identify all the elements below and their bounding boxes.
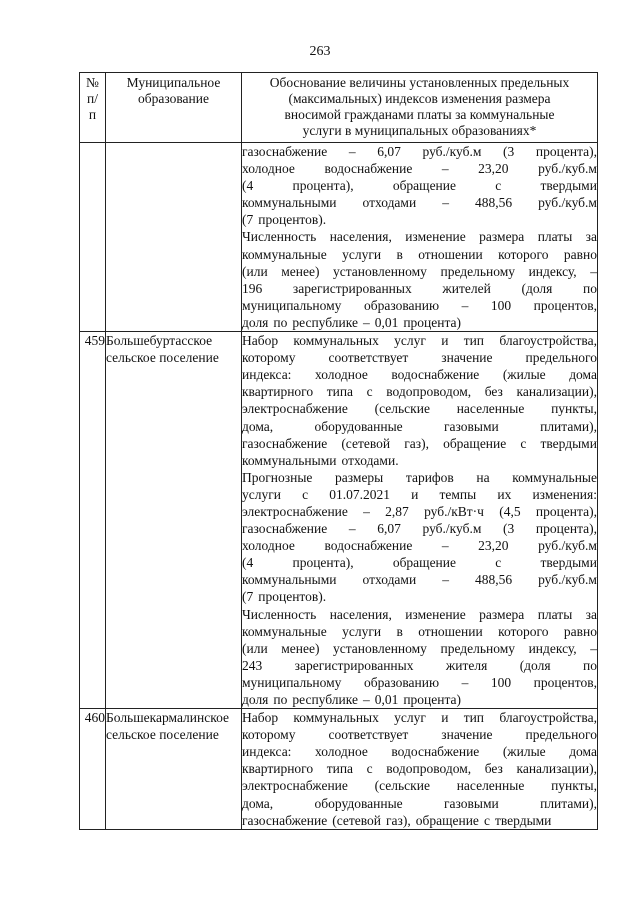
- text-line: доля по республике – 0,01 процента): [242, 314, 462, 330]
- header-justification-line: услуги в муниципальных образованиях*: [302, 123, 537, 138]
- text-line: газоснабжение – 6,07 руб./куб.м (3 процента),: [242, 521, 597, 537]
- header-num-line: №: [86, 75, 99, 90]
- justification-text: [242, 709, 598, 830]
- text-line: Численность населения, изменение размера платы за: [242, 606, 597, 622]
- text-line: коммунальными отходами.: [242, 452, 399, 468]
- row-number: 460: [80, 709, 106, 830]
- text-line: электроснабжение – 2,87 руб./кВт·ч (4,5 процента),: [242, 503, 597, 519]
- municipality-name: [106, 709, 242, 830]
- text-line: газоснабжение (сетевой газ), обращение с твердыми: [242, 812, 552, 828]
- text-line: электроснабжение (сельские населенные пункты,: [242, 401, 597, 417]
- municipality-name: [106, 143, 242, 332]
- text-line: (7 процентов).: [242, 589, 327, 605]
- justification-paragraph: [242, 143, 597, 228]
- text-line: коммунальными отходами – 488,56 руб./куб.м: [242, 572, 597, 588]
- text-line: которому соответствует значение предельного: [242, 350, 597, 366]
- text-line: коммунальными отходами – 488,56 руб./куб.м: [242, 195, 597, 211]
- municipality-name: [106, 332, 242, 709]
- text-line: доля по республике – 0,01 процента): [242, 692, 462, 707]
- text-line: коммунальные услуги в отношении которого равно: [242, 623, 597, 639]
- justification-text: [242, 332, 598, 709]
- text-line: муниципальному образованию – 100 процентов,: [242, 297, 597, 313]
- justification-paragraph: [242, 332, 597, 469]
- municipality-name-line: сельское поселение: [106, 727, 219, 743]
- text-line: квартирного типа с водопроводом, без канализации),: [242, 384, 597, 400]
- text-line: дома, оборудованные газовыми плитами),: [242, 795, 597, 811]
- text-line: дома, оборудованные газовыми плитами),: [242, 418, 597, 434]
- header-municipality-line: образование: [138, 91, 209, 106]
- text-line: холодное водоснабжение – 23,20 руб./куб.м: [242, 161, 597, 177]
- text-line: Численность населения, изменение размера платы за: [242, 229, 597, 245]
- table-row: [80, 332, 598, 709]
- page-number: 263: [309, 44, 331, 59]
- text-line: услуги с 01.07.2021 и темпы их изменения:: [242, 486, 597, 502]
- justification-paragraph: [242, 709, 597, 829]
- text-line: индекса: холодное водоснабжение (жилые дома: [242, 744, 597, 760]
- header-municipality: [106, 73, 242, 143]
- text-line: (4 процента), обращение с твердыми: [242, 555, 597, 571]
- table-row: [80, 709, 598, 830]
- text-line: холодное водоснабжение – 23,20 руб./куб.м: [242, 538, 597, 554]
- row-number: [80, 143, 106, 332]
- text-line: Прогнозные размеры тарифов на коммунальные: [242, 469, 597, 485]
- text-line: 196 зарегистрированных жителей (доля по: [242, 280, 597, 296]
- justification-paragraph: [242, 469, 597, 606]
- justification-paragraph: [242, 606, 597, 709]
- header-num: [80, 73, 106, 143]
- text-line: (4 процента), обращение с твердыми: [242, 178, 597, 194]
- text-line: газоснабжение (сетевой газ), обращение с твердыми: [242, 435, 597, 451]
- header-municipality-line: Муниципальное: [126, 75, 221, 90]
- text-line: муниципальному образованию – 100 процентов,: [242, 674, 597, 690]
- row-number: 459: [80, 332, 106, 709]
- text-line: квартирного типа с водопроводом, без канализации),: [242, 761, 597, 777]
- table-row: [80, 143, 598, 332]
- header-num-line: п/п: [87, 91, 98, 122]
- justification-text: [242, 143, 598, 332]
- text-line: индекса: холодное водоснабжение (жилые дома: [242, 367, 597, 383]
- municipality-name-line: Большебуртасское: [106, 333, 213, 349]
- text-line: электроснабжение (сельские населенные пункты,: [242, 778, 597, 794]
- header-justification-line: (максимальных) индексов изменения размера: [288, 91, 551, 106]
- header-justification: [242, 73, 598, 143]
- municipality-name-line: Большекармалинское: [106, 710, 230, 726]
- text-line: Набор коммунальных услуг и тип благоустройства,: [242, 710, 597, 726]
- header-justification-line: Обоснование величины установленных предельных: [269, 75, 570, 90]
- text-line: (или менее) установленному предельному индексу, –: [242, 640, 597, 656]
- text-line: (или менее) установленному предельному индексу, –: [242, 263, 597, 279]
- municipality-name-line: сельское поселение: [106, 350, 219, 366]
- text-line: 243 зарегистрированных жителя (доля по: [242, 657, 597, 673]
- header-justification-line: вносимой гражданами платы за коммунальные: [284, 107, 555, 122]
- table-header-row: [80, 73, 598, 143]
- text-line: коммунальные услуги в отношении которого равно: [242, 246, 597, 262]
- justification-paragraph: [242, 228, 597, 331]
- tariff-index-table: [79, 72, 598, 830]
- text-line: Набор коммунальных услуг и тип благоустройства,: [242, 333, 597, 349]
- text-line: (7 процентов).: [242, 212, 327, 228]
- text-line: газоснабжение – 6,07 руб./куб.м (3 процента),: [242, 144, 597, 159]
- text-line: которому соответствует значение предельного: [242, 727, 597, 743]
